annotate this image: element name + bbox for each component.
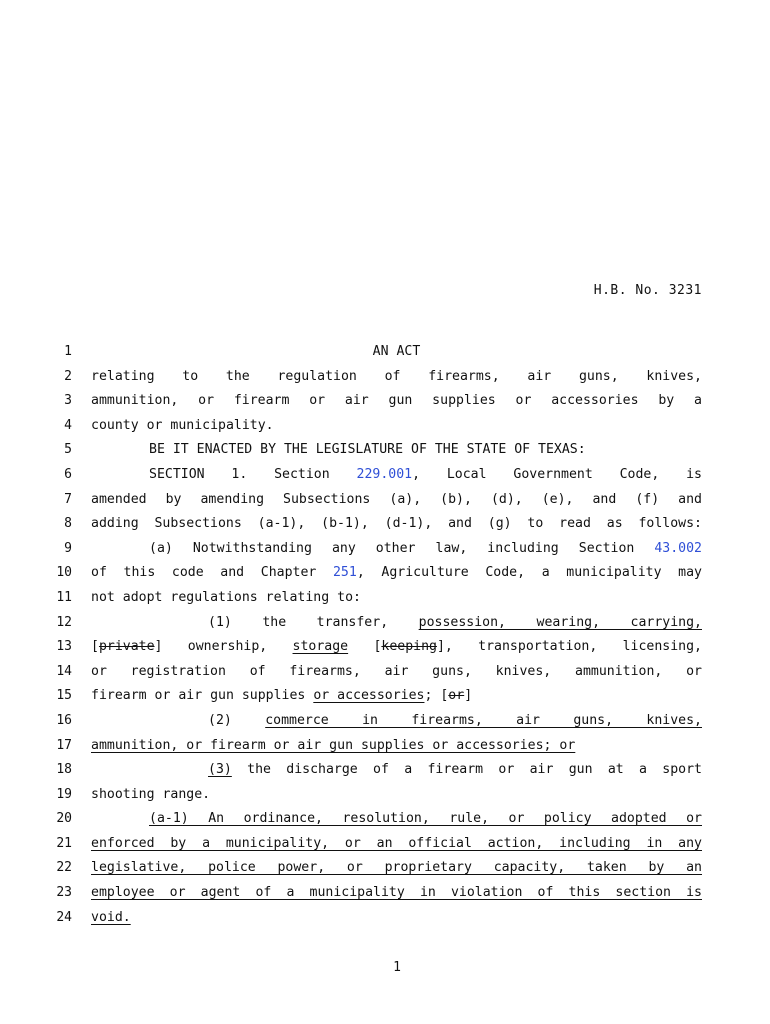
line-14 xyxy=(0,660,770,685)
enacting-clause: BE IT ENACTED BY THE LEGISLATURE OF THE STATE OF TEXAS: xyxy=(149,442,586,458)
line-number: 19 xyxy=(56,786,72,802)
line-number: 18 xyxy=(56,762,72,778)
line-number: 10 xyxy=(56,565,72,581)
line-17 xyxy=(0,734,770,759)
line-number: 5 xyxy=(64,442,72,458)
line-number: 12 xyxy=(56,614,72,630)
deleted-text: or xyxy=(448,688,465,704)
line-text xyxy=(91,463,702,488)
line-number: 7 xyxy=(64,491,72,507)
line-fragment: [ xyxy=(91,639,99,655)
line-12 xyxy=(0,611,770,636)
line-fragment: , Local Government Code, is xyxy=(412,466,702,482)
line-21 xyxy=(0,832,770,857)
line-text: county or municipality. xyxy=(91,417,274,433)
line-number: 9 xyxy=(64,540,72,556)
line-number: 21 xyxy=(56,835,72,851)
line-15 xyxy=(0,684,770,709)
inserted-text: or accessories xyxy=(313,688,425,704)
line-fragment: ; [ xyxy=(424,688,449,704)
line-number: 14 xyxy=(56,663,72,679)
line-text xyxy=(91,561,702,586)
line-number: 13 xyxy=(56,639,72,655)
line-24 xyxy=(0,906,770,931)
line-20 xyxy=(0,807,770,832)
line-19 xyxy=(0,783,770,808)
line-text xyxy=(91,881,702,906)
line-number: 17 xyxy=(56,737,72,753)
line-text: amended by amending Subsections (a), (b), (d), (e), and (f) and xyxy=(91,491,702,507)
bill-number: H.B. No. 3231 xyxy=(593,283,702,298)
line-number: 2 xyxy=(64,368,72,384)
line-number: 23 xyxy=(56,885,72,901)
inserted-text: enforced by a municipality, or an official action, including in any xyxy=(91,835,702,851)
line-text xyxy=(91,684,702,709)
line-18 xyxy=(0,758,770,783)
line-fragment: SECTION 1. Section xyxy=(149,466,357,482)
line-fragment: ], transportation, licensing, xyxy=(436,639,702,655)
inserted-text: ammunition, or firearm or air gun supplies or accessories; or xyxy=(91,737,576,753)
line-text: ammunition, or firearm or air gun supplies or accessories by a xyxy=(91,393,702,409)
line-10 xyxy=(0,561,770,586)
line-number: 20 xyxy=(56,811,72,827)
line-text: adding Subsections (a-1), (b-1), (d-1), and (g) to read as follows: xyxy=(91,516,702,532)
inserted-text: (a-1) An ordinance, resolution, rule, or policy adopted or xyxy=(149,811,702,827)
line-number: 8 xyxy=(64,516,72,532)
line-fragment: (2) xyxy=(208,712,266,728)
line-text xyxy=(91,856,702,881)
line-22 xyxy=(0,856,770,881)
line-8 xyxy=(0,512,770,537)
line-text xyxy=(91,734,702,759)
line-number: 24 xyxy=(56,909,72,925)
line-6 xyxy=(0,463,770,488)
line-fragment: of this code and Chapter xyxy=(91,565,333,581)
line-text xyxy=(91,807,702,832)
deleted-text: keeping xyxy=(381,639,437,655)
line-fragment: (a) Notwithstanding any other law, including Section xyxy=(149,540,655,556)
line-text xyxy=(91,832,702,857)
line-text: relating to the regulation of firearms, air guns, knives, xyxy=(91,368,702,384)
line-text xyxy=(91,906,702,931)
line-4 xyxy=(0,414,770,439)
line-fragment: (1) the transfer, xyxy=(208,614,419,630)
line-2 xyxy=(0,365,770,390)
line-text: shooting range. xyxy=(91,786,211,802)
line-number: 11 xyxy=(56,589,72,605)
section-link-229-001[interactable]: 229.001 xyxy=(356,466,413,482)
line-text xyxy=(91,758,702,783)
line-text: or registration of firearms, air guns, knives, ammunition, or xyxy=(91,663,702,679)
chapter-link-251[interactable]: 251 xyxy=(332,565,357,581)
line-fragment: ] xyxy=(464,688,473,704)
line-1 xyxy=(0,340,770,365)
act-title: AN ACT xyxy=(372,344,421,359)
inserted-text: (3) xyxy=(208,762,232,778)
line-number: 1 xyxy=(64,344,72,359)
line-number: 6 xyxy=(64,466,72,482)
inserted-text: commerce in firearms, air guns, knives, xyxy=(265,712,702,728)
line-text xyxy=(91,709,702,734)
line-fragment: [ xyxy=(348,639,382,655)
line-number: 15 xyxy=(56,688,72,704)
line-fragment: the discharge of a firearm or air gun at a sport xyxy=(231,762,702,778)
line-3 xyxy=(0,389,770,414)
line-23 xyxy=(0,881,770,906)
inserted-text: legislative, police power, or proprietary capacity, taken by an xyxy=(91,860,702,876)
inserted-text: possession, wearing, carrying, xyxy=(418,614,702,630)
line-number: 16 xyxy=(56,712,72,728)
line-text xyxy=(91,611,702,636)
line-text xyxy=(91,635,702,660)
line-16 xyxy=(0,709,770,734)
line-fragment: firearm or air gun supplies xyxy=(91,688,314,704)
line-text: not adopt regulations relating to: xyxy=(91,589,361,605)
line-11 xyxy=(0,586,770,611)
line-number: 22 xyxy=(56,860,72,876)
line-fragment: ] ownership, xyxy=(154,639,293,655)
line-7 xyxy=(0,488,770,513)
page-number: 1 xyxy=(393,960,401,975)
line-5 xyxy=(0,438,770,463)
line-number: 4 xyxy=(64,417,72,433)
inserted-text: storage xyxy=(292,639,349,655)
deleted-text: private xyxy=(98,639,155,655)
bill-body xyxy=(0,340,770,930)
line-9 xyxy=(0,537,770,562)
line-number: 3 xyxy=(64,393,72,409)
inserted-text: employee or agent of a municipality in violation of this section is xyxy=(91,885,702,901)
line-13 xyxy=(0,635,770,660)
line-fragment: , Agriculture Code, a municipality may xyxy=(356,565,702,581)
line-text xyxy=(91,537,702,562)
section-link-43-002[interactable]: 43.002 xyxy=(654,540,702,556)
inserted-text: void. xyxy=(91,909,131,925)
